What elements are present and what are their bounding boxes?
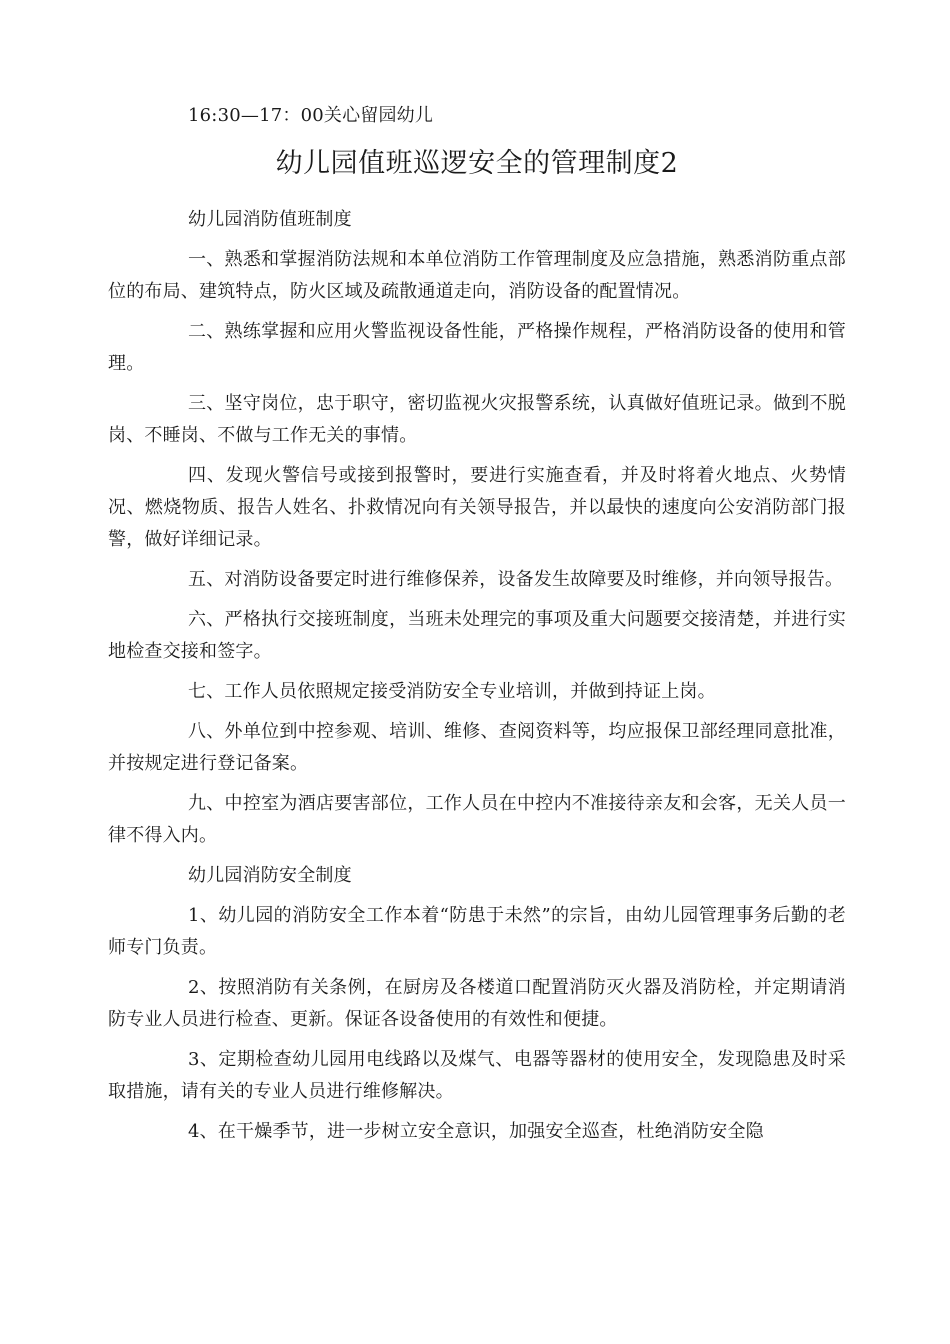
paragraph: 2、按照消防有关条例，在厨房及各楼道口配置消防灭火器及消防栓，并定期请消防专业人员进行检查、更新。保证各设备使用的有效性和便捷。 (108, 977, 846, 1030)
paragraph: 二、熟练掌握和应用火警监视设备性能，严格操作规程，严格消防设备的使用和管理。 (108, 321, 846, 374)
section-heading-fire-safety: 幼儿园消防安全制度 (188, 865, 352, 886)
paragraph: 七、工作人员依照规定接受消防安全专业培训，并做到持证上岗。 (188, 681, 716, 702)
paragraph: 九、中控室为酒店要害部位，工作人员在中控内不准接待亲友和会客，无关人员一律不得入内。 (108, 793, 846, 846)
schedule-line: 16:30—17：00关心留园幼儿 (188, 105, 434, 126)
paragraph: 4、在干燥季节，进一步树立安全意识，加强安全巡查，杜绝消防安全隐 (188, 1121, 764, 1142)
paragraph: 四、发现火警信号或接到报警时，要进行实施查看，并及时将着火地点、火势情况、燃烧物质、报告人姓名、扑救情况向有关领导报告，并以最快的速度向公安消防部门报警，做好详细记录。 (108, 465, 846, 550)
document-body (108, 100, 846, 1148)
section-heading-fire-duty: 幼儿园消防值班制度 (188, 209, 352, 230)
paragraph: 三、坚守岗位，忠于职守，密切监视火灾报警系统，认真做好值班记录。做到不脱岗、不睡岗、不做与工作无关的事情。 (108, 393, 846, 446)
paragraph: 六、严格执行交接班制度，当班未处理完的事项及重大问题要交接清楚，并进行实地检查交接和签字。 (108, 609, 846, 662)
paragraph: 3、定期检查幼儿园用电线路以及煤气、电器等器材的使用安全，发现隐患及时采取措施，请有关的专业人员进行维修解决。 (108, 1049, 846, 1102)
paragraph: 五、对消防设备要定时进行维修保养，设备发生故障要及时维修，并向领导报告。 (188, 569, 844, 590)
paragraph: 八、外单位到中控参观、培训、维修、查阅资料等，均应报保卫部经理同意批准，并按规定进行登记备案。 (108, 721, 846, 774)
paragraph: 一、熟悉和掌握消防法规和本单位消防工作管理制度及应急措施，熟悉消防重点部位的布局、建筑特点，防火区域及疏散通道走向，消防设备的配置情况。 (108, 249, 846, 302)
paragraph: 1、幼儿园的消防安全工作本着“防患于未然”的宗旨，由幼儿园管理事务后勤的老师专门负责。 (108, 905, 846, 958)
document-title: 幼儿园值班巡逻安全的管理制度2 (275, 148, 679, 179)
